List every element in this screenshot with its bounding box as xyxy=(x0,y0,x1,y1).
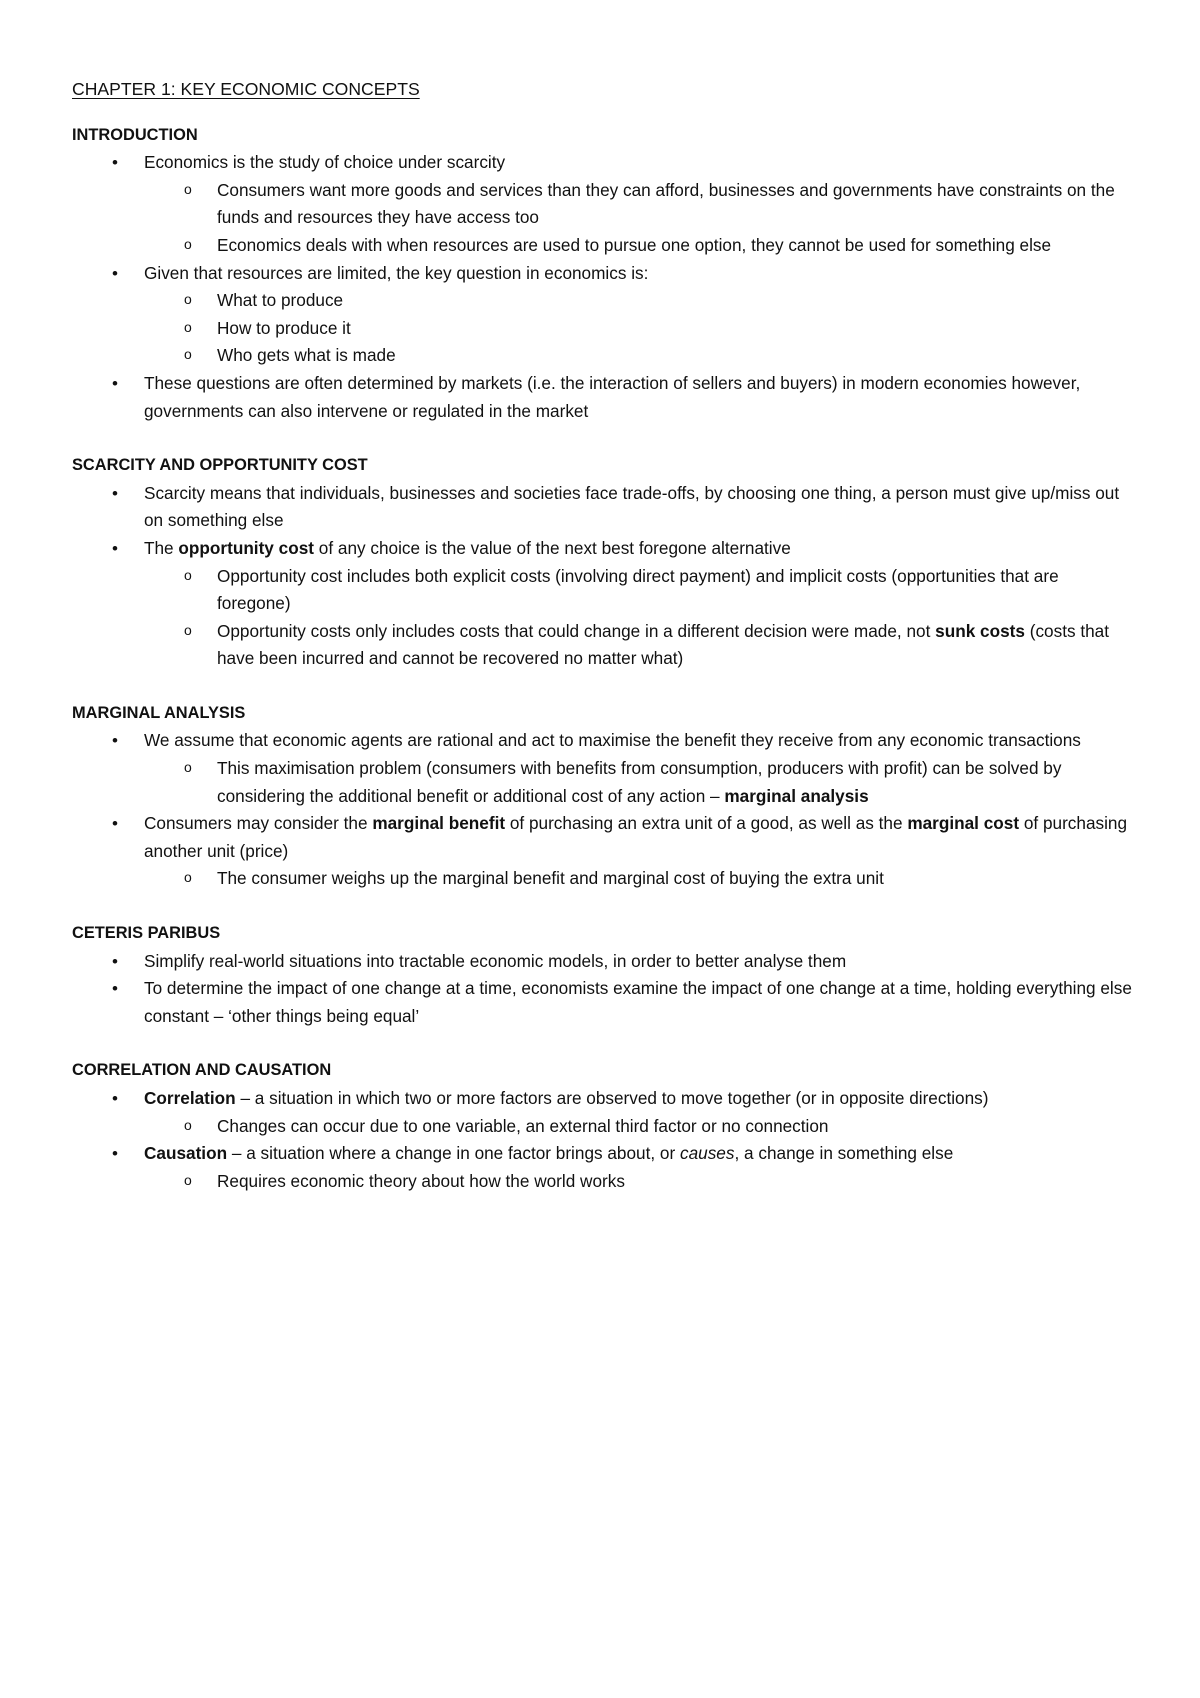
bullet-text xyxy=(144,538,791,558)
sub-bullet-text: The consumer weighs up the marginal benefit and marginal cost of buying the extra unit xyxy=(217,868,884,889)
bullet-item xyxy=(72,948,1132,976)
bullet-item xyxy=(72,727,1132,755)
bullet-list xyxy=(72,149,1132,425)
bullet-text: Scarcity means that individuals, businesses and societies face trade-offs, by choosing one thing, a person must give up/miss out on something else xyxy=(144,482,1120,531)
text-run: of any choice is the value of the next best foregone alternative xyxy=(314,537,791,558)
sub-bullet-item xyxy=(72,232,1132,260)
text-run: The xyxy=(144,537,179,558)
bullet-list xyxy=(72,727,1132,893)
sub-bullet-text xyxy=(217,758,1061,806)
bullet-text: Given that resources are limited, the key question in economics is: xyxy=(144,262,649,283)
section-heading: MARGINAL ANALYSIS xyxy=(72,703,246,722)
section xyxy=(72,122,1132,426)
text-run: – a situation where a change in one factor brings about, or xyxy=(227,1143,680,1164)
bold-term: Causation xyxy=(144,1143,228,1164)
sub-bullet-item xyxy=(72,618,1132,673)
bold-term: marginal benefit xyxy=(372,813,506,834)
italic-term: causes xyxy=(680,1143,735,1164)
bullet-item xyxy=(72,975,1132,1030)
text-run: (costs that have been incurred and cannot be recovered no matter what) xyxy=(217,620,1110,669)
bullet-text: To determine the impact of one change at a time, economists examine the impact of one change at a time, holding everything else constant – ‘other things being equal’ xyxy=(144,978,1132,1026)
bold-term: marginal cost xyxy=(907,813,1020,834)
section xyxy=(72,920,1132,1030)
bullet-item xyxy=(72,480,1132,535)
text-run: of purchasing an extra unit of a good, as well as the xyxy=(505,813,908,834)
sub-bullet-item xyxy=(72,755,1132,810)
sub-bullet-item xyxy=(72,1113,1132,1141)
bullet-list xyxy=(72,1085,1132,1195)
sub-bullet-item xyxy=(72,1168,1132,1196)
sub-bullet-item xyxy=(72,563,1132,618)
bullet-item xyxy=(72,370,1132,425)
sub-bullet-text: How to produce it xyxy=(217,317,351,338)
section-heading: CETERIS PARIBUS xyxy=(72,924,221,943)
bullet-item xyxy=(72,1085,1132,1113)
sub-bullet-text: Who gets what is made xyxy=(217,345,396,366)
bold-term: sunk costs xyxy=(935,620,1025,641)
bullet-text: These questions are often determined by markets (i.e. the interaction of sellers and buyers) in modern economies however, governments can also intervene or regulated in the market xyxy=(144,372,1081,421)
sub-bullet-item xyxy=(72,287,1132,315)
document-title: CHAPTER 1: KEY ECONOMIC CONCEPTS xyxy=(72,79,420,99)
text-run: This maximisation problem (consumers with benefits from consumption, producers with profit) can be solved by considering the additional benefit or additional cost of any action – xyxy=(217,758,1062,806)
sub-bullet-item xyxy=(72,177,1132,232)
sections-container xyxy=(72,122,1132,1196)
bold-term: opportunity cost xyxy=(178,537,314,558)
section xyxy=(72,452,1132,673)
section-heading: SCARCITY AND OPPORTUNITY COST xyxy=(72,456,368,475)
sub-bullet-item xyxy=(72,342,1132,370)
bullet-list xyxy=(72,480,1132,673)
sub-bullet-text: Changes can occur due to one variable, an external third factor or no connection xyxy=(217,1115,829,1136)
section-heading: CORRELATION AND CAUSATION xyxy=(72,1061,332,1080)
section-heading: INTRODUCTION xyxy=(72,125,198,144)
bullet-text: Simplify real-world situations into tractable economic models, in order to better analyse them xyxy=(144,950,847,971)
bullet-text xyxy=(144,813,1127,861)
sub-bullet-text: Opportunity cost includes both explicit costs (involving direct payment) and implicit costs (opportunities that are foregone) xyxy=(217,565,1059,614)
text-run: – a situation in which two or more factors are observed to move together (or in opposite directions) xyxy=(235,1088,989,1108)
text-run: Consumers may consider the xyxy=(144,813,373,834)
section xyxy=(72,700,1132,893)
sub-bullet-text: Requires economic theory about how the world works xyxy=(217,1170,625,1191)
bullet-text: Economics is the study of choice under scarcity xyxy=(144,152,506,173)
bullet-item xyxy=(72,149,1132,177)
section xyxy=(72,1057,1132,1195)
bullet-item xyxy=(72,260,1132,288)
bullet-text: We assume that economic agents are rational and act to maximise the benefit they receive from any economic transactions xyxy=(144,730,1081,751)
sub-bullet-item xyxy=(72,865,1132,893)
sub-bullet-text: Economics deals with when resources are used to pursue one option, they cannot be used for something else xyxy=(217,234,1052,255)
bullet-text xyxy=(144,1143,953,1163)
bold-term: marginal analysis xyxy=(724,785,869,806)
text-run: Opportunity costs only includes costs that could change in a different decision were made, not xyxy=(217,620,936,641)
document-content xyxy=(72,76,1132,1222)
sub-bullet-text: Consumers want more goods and services than they can afford, businesses and governments have constraints on the funds and resources they have access too xyxy=(217,179,1115,228)
bullet-item xyxy=(72,1140,1132,1168)
bullet-item xyxy=(72,810,1132,865)
sub-bullet-item xyxy=(72,315,1132,343)
text-run: of purchasing another unit (price) xyxy=(144,813,1128,861)
text-run: , a change in something else xyxy=(734,1143,954,1164)
sub-bullet-text xyxy=(217,621,1109,669)
bold-term: Correlation xyxy=(144,1088,236,1108)
bullet-text xyxy=(144,1088,989,1108)
bullet-list xyxy=(72,948,1132,1031)
bullet-item xyxy=(72,535,1132,563)
sub-bullet-text: What to produce xyxy=(217,290,344,311)
